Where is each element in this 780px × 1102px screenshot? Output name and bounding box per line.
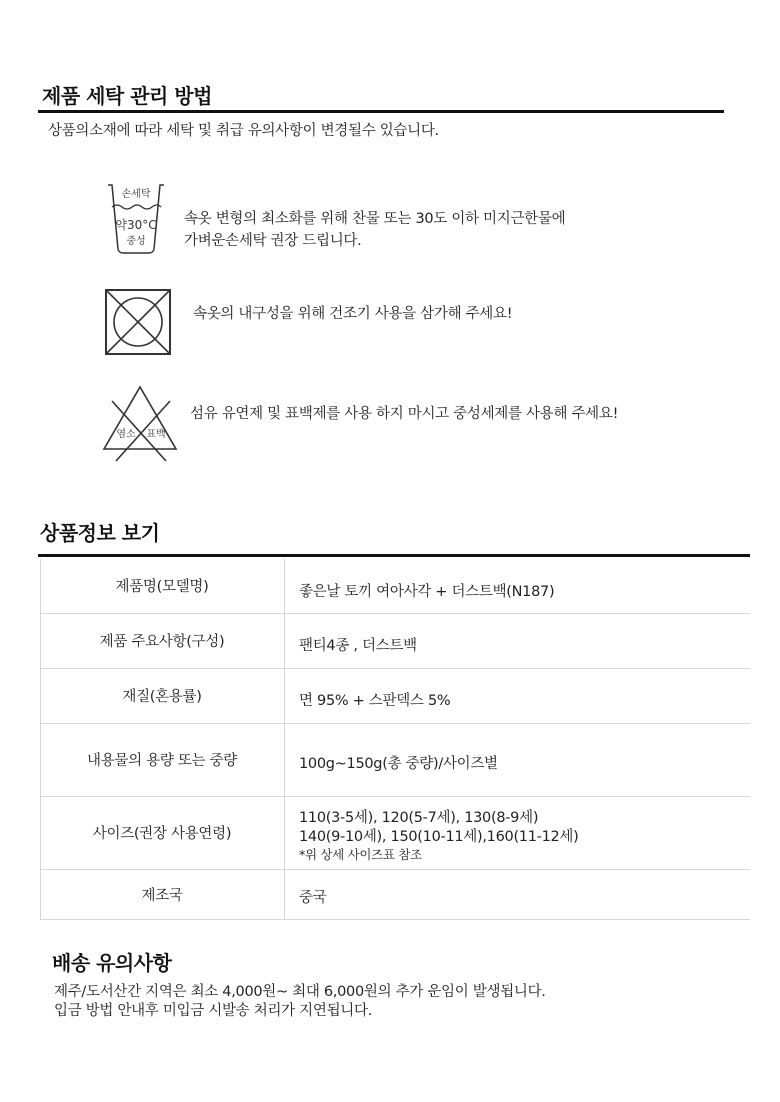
row-label-material: 재질(혼용률)	[40, 668, 285, 723]
table-row	[40, 559, 750, 613]
care-section-title: 제품 세탁 관리 방법	[42, 84, 212, 108]
row-label-components: 제품 주요사항(구성)	[40, 613, 285, 668]
product-info-title: 상품정보 보기	[40, 521, 160, 545]
table-row	[40, 668, 750, 723]
care-title-rule	[38, 110, 724, 113]
table-row	[40, 869, 750, 919]
size-line: 110(3-5세), 120(5-7세), 130(8-9세)	[299, 809, 539, 826]
hand-wash-label: 손세탁	[121, 189, 151, 200]
no-bleach-icon	[100, 383, 180, 463]
shipping-line: 입금 방법 안내후 미입금 시발송 처리가 지연됩니다.	[54, 1003, 373, 1019]
care-text-line: 가벼운손세탁 권장 드립니다.	[184, 233, 362, 249]
row-value-product-name: 좋은날 토끼 여아사각 + 더스트백(N187)	[285, 559, 751, 613]
product-info-rule	[38, 554, 750, 557]
row-value-material: 면 95% + 스판덱스 5%	[285, 668, 751, 723]
shipping-line: 제주/도서산간 지역은 최소 4,000원~ 최대 6,000원의 추가 운임이 발생됩니다.	[54, 984, 546, 1000]
shipping-title: 배송 유의사항	[52, 951, 172, 975]
chlorine-label: 염소	[116, 429, 136, 440]
temperature-label: 약30°C	[115, 218, 157, 232]
shipping-notes	[54, 983, 546, 1021]
size-note: *위 상세 사이즈표 참조	[299, 846, 422, 862]
row-label-product-name: 제품명(모델명)	[40, 559, 285, 613]
care-notice: 상품의소재에 따라 세탁 및 취급 유의사항이 변경될수 있습니다.	[48, 123, 439, 139]
care-text-hand-wash	[184, 208, 565, 252]
hand-wash-30c-icon	[104, 183, 168, 257]
care-text-no-dryer: 속옷의 내구성을 위해 건조기 사용을 삼가해 주세요!	[193, 306, 513, 322]
neutral-detergent-label: 중성	[126, 236, 146, 247]
table-row	[40, 796, 750, 869]
row-label-origin: 제조국	[40, 869, 285, 919]
product-info-table	[40, 559, 750, 920]
table-row	[40, 613, 750, 668]
row-value-components: 팬티4종 , 더스트백	[285, 613, 751, 668]
no-tumble-dry-icon	[104, 288, 172, 356]
bleach-label: 표백	[146, 429, 166, 440]
row-label-weight: 내용물의 용량 또는 중량	[40, 723, 285, 796]
row-label-size: 사이즈(권장 사용연령)	[40, 796, 285, 869]
care-text-no-bleach: 섬유 유연제 및 표백제를 사용 하지 마시고 중성세제를 사용해 주세요!	[190, 406, 619, 422]
care-text-line: 속옷 변형의 최소화를 위해 찬물 또는 30도 이하 미지근한물에	[184, 211, 566, 227]
size-line: 140(9-10세), 150(10-11세),160(11-12세)	[299, 828, 579, 845]
table-row	[40, 723, 750, 796]
row-value-size	[285, 796, 751, 869]
row-value-origin: 중국	[285, 869, 751, 919]
row-value-weight: 100g~150g(총 중량)/사이즈별	[285, 723, 751, 796]
